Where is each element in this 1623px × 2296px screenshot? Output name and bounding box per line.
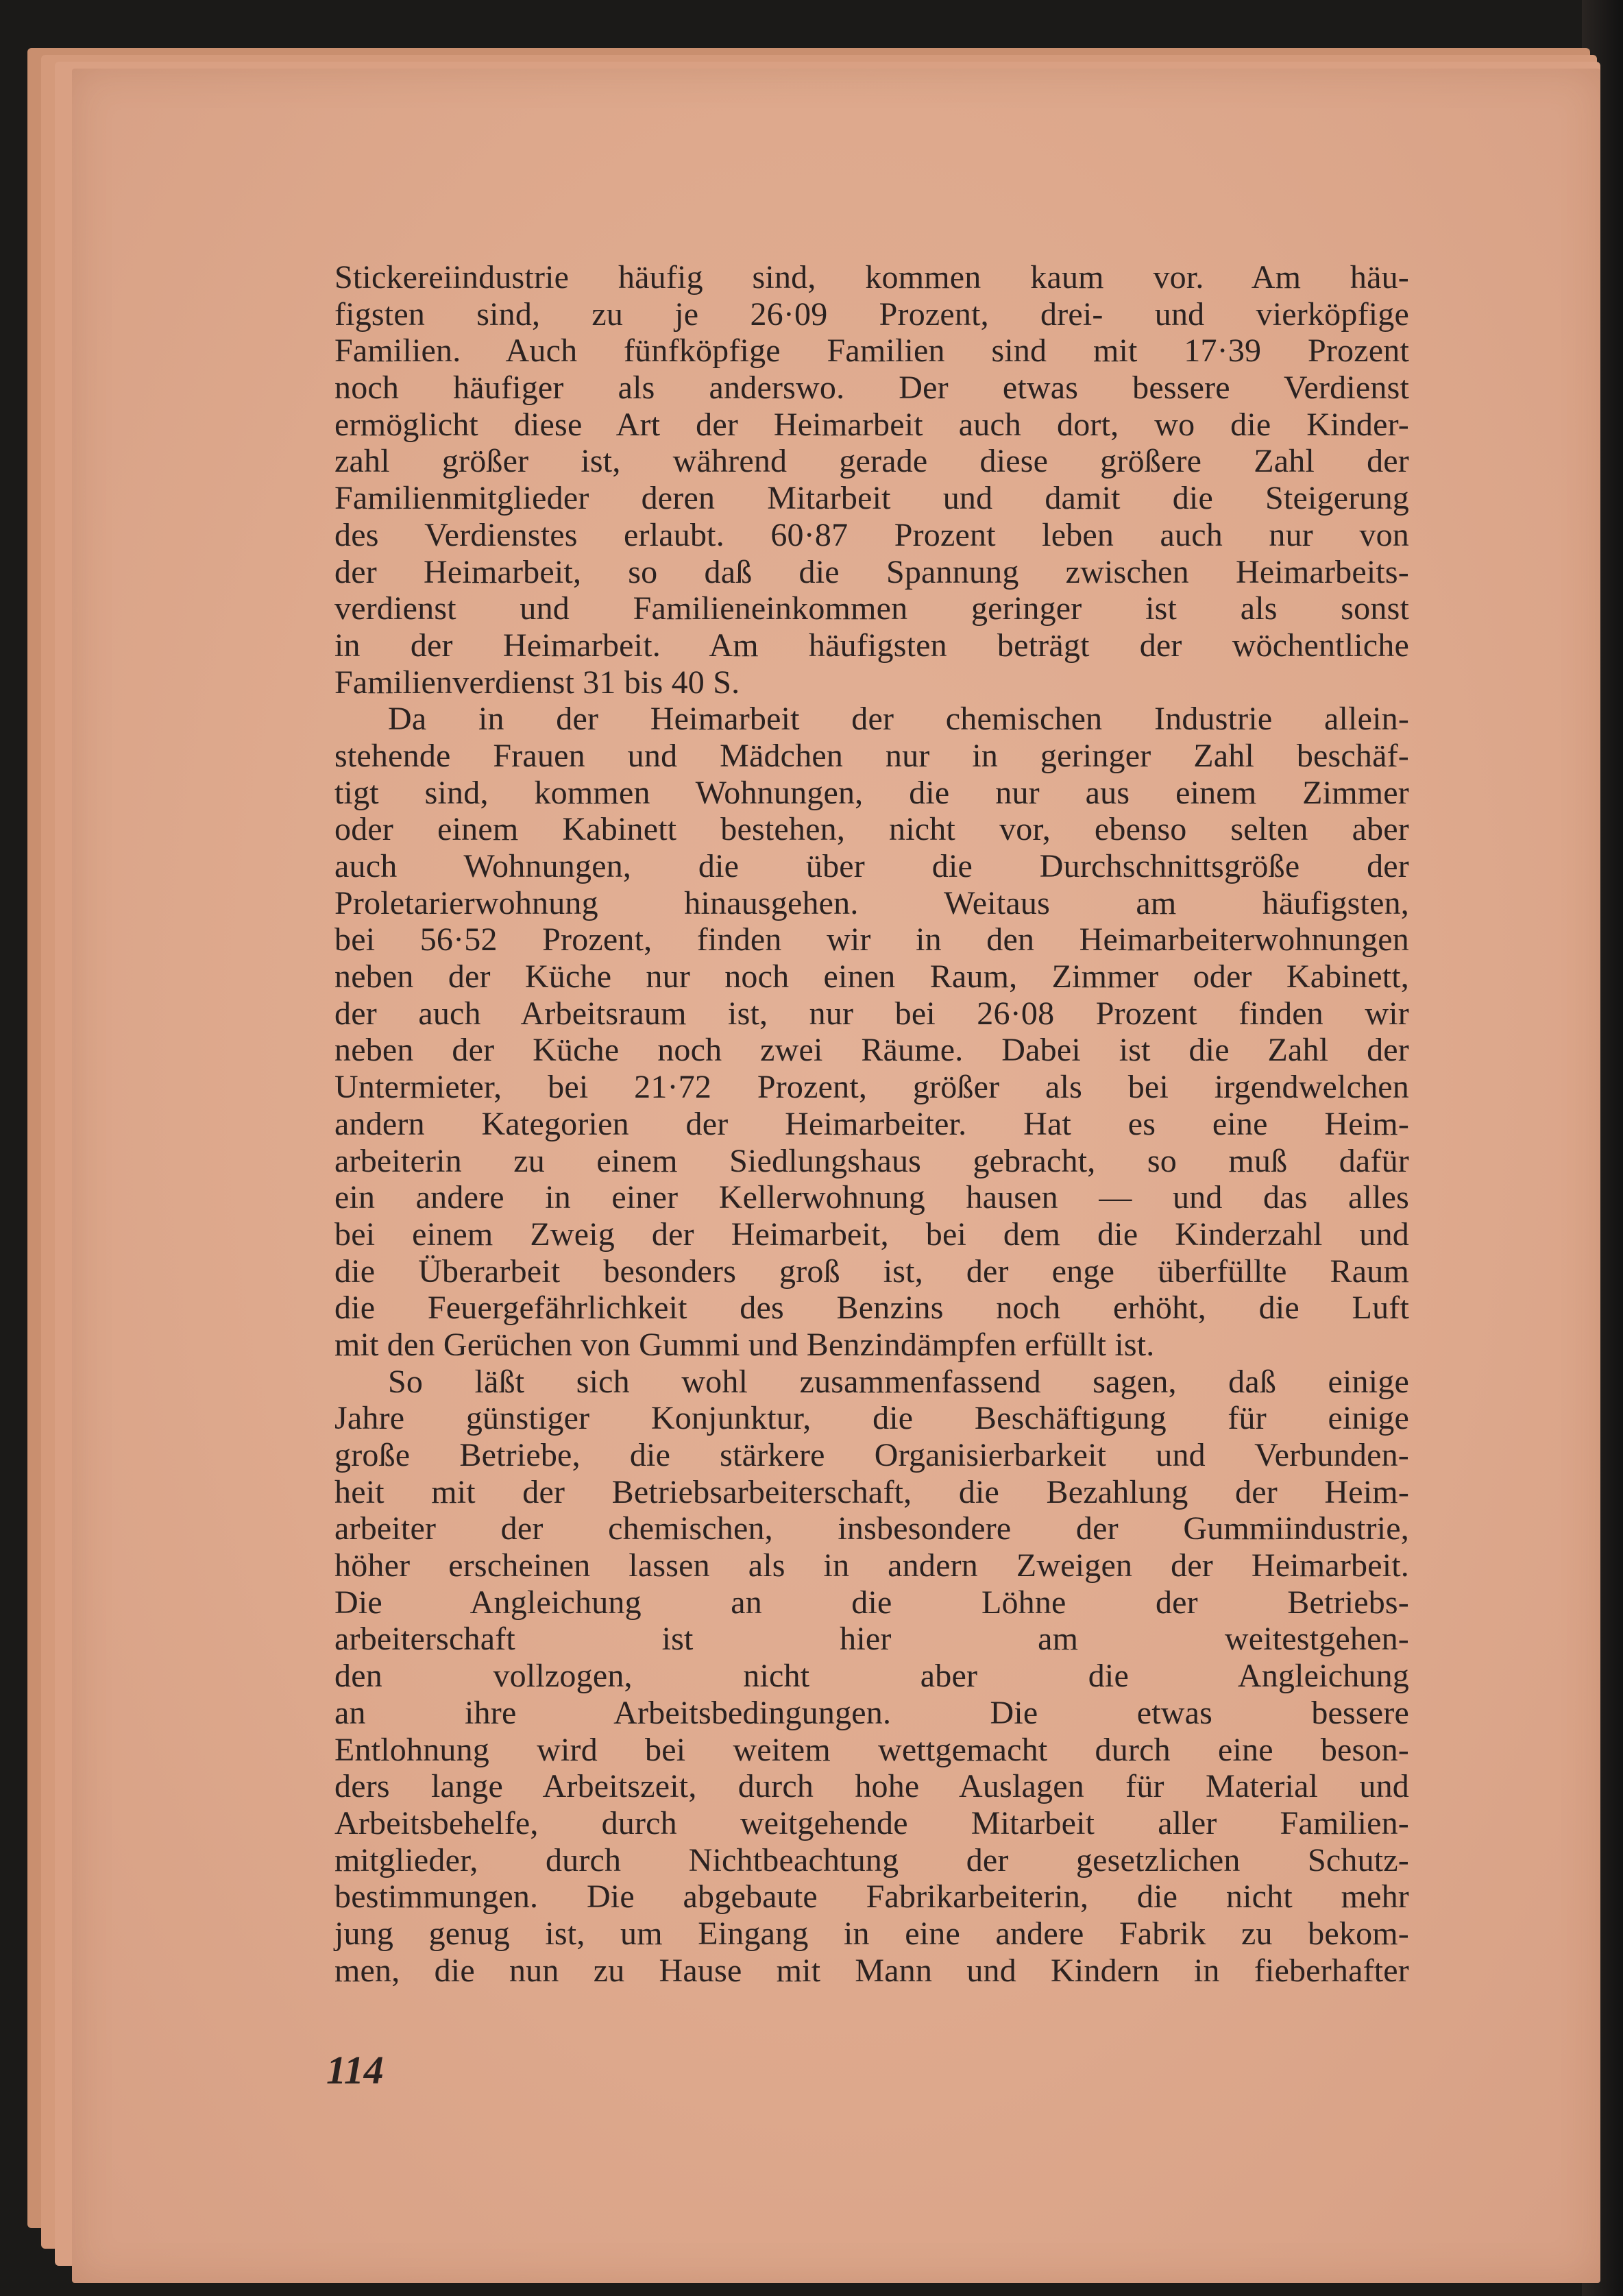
text-line: neben der Küche nur noch einen Raum, Zimmer oder Kabinett,: [334, 958, 1409, 995]
text-line: Untermieter, bei 21·72 Prozent, größer als bei irgendwelchen: [334, 1069, 1409, 1106]
text-line: die Überarbeit besonders groß ist, der enge überfüllte Raum: [334, 1253, 1409, 1290]
text-line: bestimmungen. Die abgebaute Fabrikarbeiterin, die nicht mehr: [334, 1878, 1409, 1916]
text-line: des Verdienstes erlaubt. 60·87 Prozent leben auch nur von: [334, 516, 1409, 553]
text-line: oder einem Kabinett bestehen, nicht vor, ebenso selten aber: [334, 811, 1409, 848]
text-line: stehende Frauen und Mädchen nur in geringer Zahl beschäf-: [334, 737, 1409, 774]
text-line: arbeiterin zu einem Siedlungshaus gebracht, so muß dafür: [334, 1142, 1409, 1179]
text-line: Jahre günstiger Konjunktur, die Beschäftigung für einige: [334, 1400, 1409, 1437]
text-line: ermöglicht diese Art der Heimarbeit auch dort, wo die Kinder-: [334, 406, 1409, 443]
text-line: den vollzogen, nicht aber die Angleichung: [334, 1658, 1409, 1695]
body-text: [334, 259, 1409, 1989]
text-line: in der Heimarbeit. Am häufigsten beträgt der wöchentliche: [334, 627, 1409, 664]
text-line: Proletarierwohnung hinausgehen. Weitaus am häufigsten,: [334, 884, 1409, 921]
page-number: 114: [326, 2048, 384, 2092]
text-line: ders lange Arbeitszeit, durch hohe Auslagen für Material und: [334, 1768, 1409, 1805]
text-line: der auch Arbeitsraum ist, nur bei 26·08 Prozent finden wir: [334, 995, 1409, 1032]
text-line: ein andere in einer Kellerwohnung hausen — und das alles: [334, 1179, 1409, 1216]
text-line: auch Wohnungen, die über die Durchschnittsgröße der: [334, 848, 1409, 884]
text-line: Arbeitsbehelfe, durch weitgehende Mitarbeit aller Familien-: [334, 1804, 1409, 1841]
text-line: Familienverdienst 31 bis 40 S.: [334, 664, 740, 701]
text-line: men, die nun zu Hause mit Mann und Kindern in fieberhafter: [334, 1952, 1409, 1989]
text-line: Entlohnung wird bei weitem wettgemacht durch eine beson-: [334, 1731, 1409, 1768]
text-line: die Feuergefährlichkeit des Benzins noch erhöht, die Luft: [334, 1290, 1409, 1327]
text-line: mit den Gerüchen von Gummi und Benzindämpfen erfüllt ist.: [334, 1326, 1155, 1363]
text-line: noch häufiger als anderswo. Der etwas bessere Verdienst: [334, 370, 1409, 407]
text-line: bei 56·52 Prozent, finden wir in den Heimarbeiterwohnungen: [334, 921, 1409, 958]
text-line: So läßt sich wohl zusammenfassend sagen, daß einige: [388, 1363, 1409, 1400]
text-line: an ihre Arbeitsbedingungen. Die etwas bessere: [334, 1694, 1409, 1731]
text-line: Da in der Heimarbeit der chemischen Industrie allein-: [388, 701, 1409, 738]
text-line: neben der Küche noch zwei Räume. Dabei ist die Zahl der: [334, 1032, 1409, 1069]
text-line: mitglieder, durch Nichtbeachtung der gesetzlichen Schutz-: [334, 1841, 1409, 1878]
text-line: jung genug ist, um Eingang in eine andere Fabrik zu bekom-: [334, 1915, 1409, 1952]
text-line: arbeiterschaft ist hier am weitestgehen-: [334, 1621, 1409, 1658]
text-line: Die Angleichung an die Löhne der Betriebs-: [334, 1584, 1409, 1621]
text-line: zahl größer ist, während gerade diese größere Zahl der: [334, 443, 1409, 480]
text-line: Stickereiindustrie häufig sind, kommen kaum vor. Am häu-: [334, 259, 1409, 295]
text-line: bei einem Zweig der Heimarbeit, bei dem die Kinderzahl und: [334, 1216, 1409, 1253]
text-line: tigt sind, kommen Wohnungen, die nur aus einem Zimmer: [334, 774, 1409, 811]
text-line: arbeiter der chemischen, insbesondere der Gummiindustrie,: [334, 1510, 1409, 1547]
text-line: figsten sind, zu je 26·09 Prozent, drei- und vierköpfige: [334, 295, 1409, 333]
text-line: höher erscheinen lassen als in andern Zweigen der Heimarbeit.: [334, 1547, 1409, 1584]
text-line: große Betriebe, die stärkere Organisierbarkeit und Verbunden-: [334, 1437, 1409, 1473]
text-line: Familienmitglieder deren Mitarbeit und damit die Steigerung: [334, 480, 1409, 517]
text-line: heit mit der Betriebsarbeiterschaft, die Bezahlung der Heim-: [334, 1473, 1409, 1510]
text-line: Familien. Auch fünfköpfige Familien sind mit 17·39 Prozent: [334, 333, 1409, 370]
text-line: verdienst und Familieneinkommen geringer ist als sonst: [334, 590, 1409, 627]
text-line: der Heimarbeit, so daß die Spannung zwischen Heimarbeits-: [334, 553, 1409, 590]
text-line: andern Kategorien der Heimarbeiter. Hat es eine Heim-: [334, 1105, 1409, 1142]
